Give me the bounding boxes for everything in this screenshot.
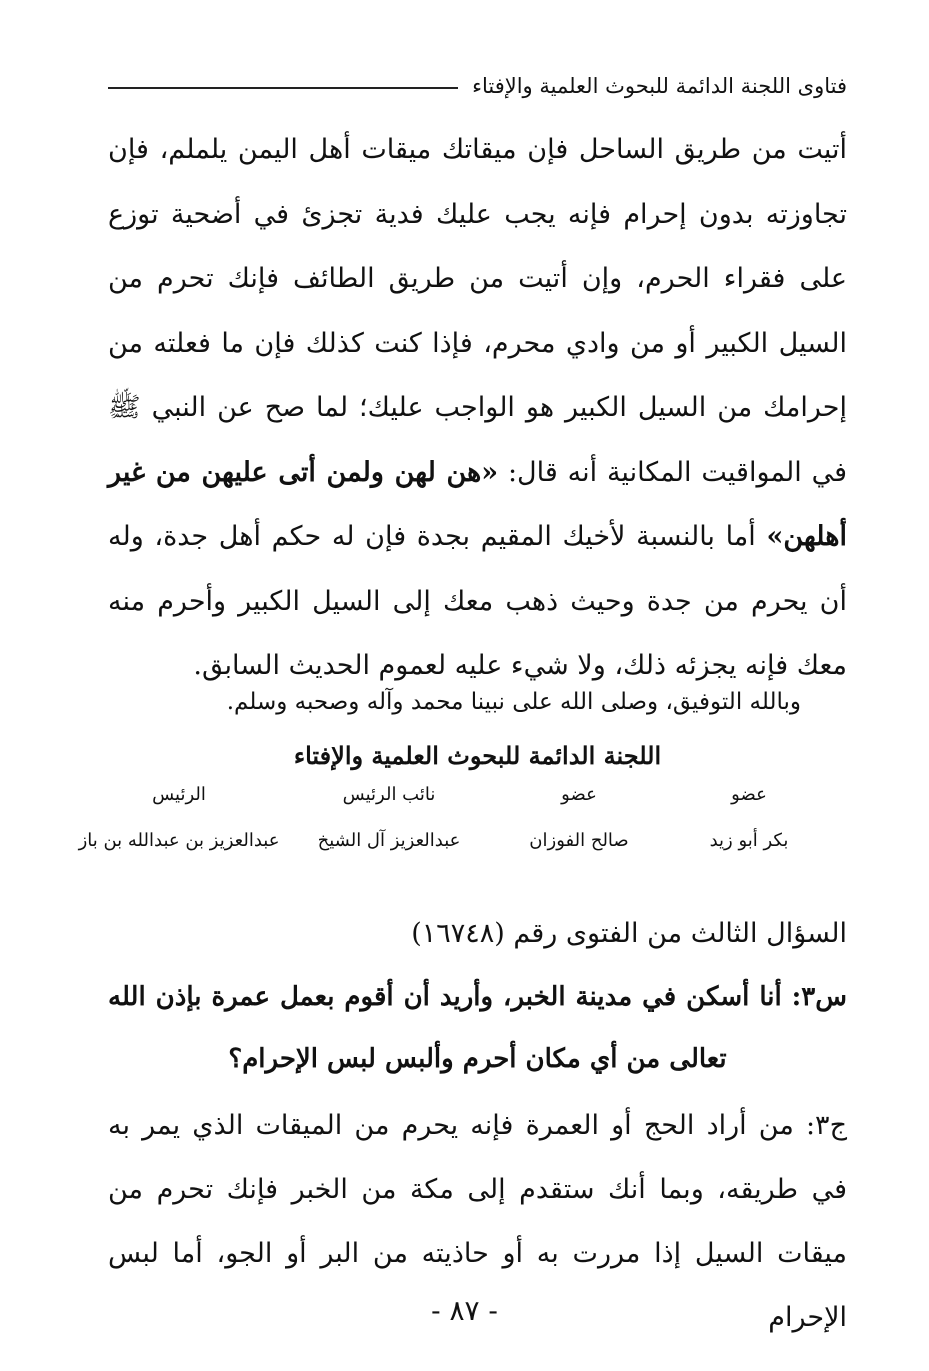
- question-text: س٣: أنا أسكن في مدينة الخبر، وأريد أن أقوم بعمل عمرة بإذن الله تعالى من أي مكان أحرم وألبس لبس الإحرام؟: [108, 982, 847, 1074]
- signature-name: صالح الفوزان: [529, 830, 629, 851]
- question-title: السؤال الثالث من الفتوى رقم (١٦٧٤٨): [411, 918, 847, 949]
- signature-role: عضو: [731, 784, 767, 805]
- hadith-quote: «هن لهن ولمن أتى عليهن من غير أهلهن»: [108, 456, 847, 552]
- answer-paragraph: [108, 118, 847, 699]
- answer-text-before-hadith: أتيت من طريق الساحل فإن ميقاتك ميقات أهل اليمن يلملم، فإن تجاوزته بدون إحرام فإنه يجب عليك فدية تجزئ في أضحية توزع على فقراء الحرم، وإن أتيت من طريق الطائف فإنك تحرم من السيل الكبير أو من وادي محرم، فإذا كنت كذلك فإن ما فعلته من إحرامك من السيل الكبير هو الواجب عليك؛ لما صح عن النبي ﷺ في المواقيت المكانية أنه قال:: [108, 134, 848, 488]
- signature-role: نائب الرئيس: [342, 784, 436, 805]
- header-rule: [108, 87, 458, 89]
- signature-role: الرئيس: [152, 784, 206, 805]
- signature-block: [78, 780, 849, 860]
- signature-role: عضو: [561, 784, 597, 805]
- committee-name: اللجنة الدائمة للبحوث العلمية والإفتاء: [293, 741, 662, 770]
- previous-answer-continuation: [108, 118, 847, 699]
- running-header: [108, 66, 847, 106]
- signature-president: [69, 780, 289, 856]
- signature-member-1: [649, 780, 849, 856]
- signature-vice-president: [289, 780, 489, 856]
- header-title: فتاوى اللجنة الدائمة للبحوث العلمية والإفتاء: [472, 74, 847, 98]
- signature-member-2: [479, 780, 679, 856]
- signature-name: عبدالعزيز بن عبدالله بن باز: [78, 830, 280, 851]
- closing-formula: وبالله التوفيق، وصلى الله على نبينا محمد وآله وصحبه وسلم.: [226, 689, 801, 715]
- answer-text-after-hadith: أما بالنسبة لأخيك المقيم بجدة فإن له حكم أهل جدة، وله أن يحرم من جدة وحيث ذهب معك إلى السيل الكبير وأحرم منه معك فإنه يجزئه ذلك، ولا شيء عليه لعموم الحديث السابق.: [108, 521, 847, 681]
- signature-name: بكر أبو زيد: [709, 830, 789, 851]
- page-number: - ٨٧ -: [431, 1294, 498, 1327]
- answer-text: ج٣: من أراد الحج أو العمرة فإنه يحرم من الميقات الذي يمر به في طريقه، وبما أنك ستقدم إلى مكة من الخبر فإنك تحرم من ميقات السيل إذا مررت به أو حاذيته من البر أو الجو، أما لبس الإحرام: [108, 1110, 847, 1333]
- signature-name: عبدالعزيز آل الشيخ: [317, 830, 461, 851]
